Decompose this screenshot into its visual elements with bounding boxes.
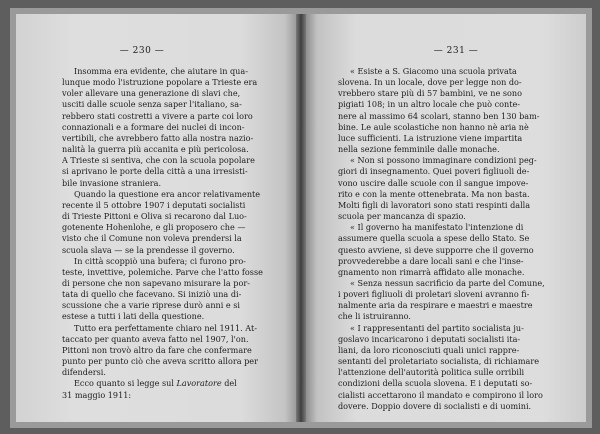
- text-line: [338, 144, 556, 155]
- text-line: [338, 200, 556, 211]
- text-line: [338, 88, 556, 99]
- text-line: [338, 267, 556, 278]
- text-line-content: A Trieste si sentiva, che con la scuola popolare: [62, 155, 255, 166]
- text-line: [62, 278, 268, 289]
- text-line-content: nere al massimo 64 scolari, stanno ben 130 bam-: [338, 110, 540, 121]
- text-line: [62, 99, 268, 110]
- text-line-content: scussione che a varie riprese durò anni e si: [62, 300, 241, 311]
- text-line-content: vertibili, che avrebbero fatto alla nostra nazio-: [62, 132, 254, 143]
- text-line-content: voler allevare una generazione di slavi che,: [62, 88, 241, 99]
- text-line: [338, 122, 556, 133]
- text-line-content: di persone che non sapevano misurare la por-: [62, 277, 250, 288]
- text-line-content: pigiati 108; in un altro locale che può conte-: [338, 99, 520, 110]
- text-line: [338, 166, 556, 177]
- text-line: [62, 256, 268, 267]
- text-line: [62, 144, 268, 155]
- text-line: [338, 278, 556, 289]
- text-line-content: condizioni della scuola slovena. E i deputati so-: [338, 378, 533, 389]
- text-line-content: sentanti del proletariato socialista, di richiamare: [338, 356, 540, 367]
- text-line: [338, 133, 556, 144]
- text-line-content: Quando la questione era ancor relativamente: [74, 188, 261, 199]
- text-line: [62, 155, 268, 166]
- text-line: [338, 356, 556, 367]
- italic-text: Lavoratore: [176, 378, 222, 389]
- left-page: [16, 14, 296, 422]
- text-line: [338, 390, 556, 401]
- text-line: [338, 233, 556, 244]
- text-line-content: « I rappresentanti del partito socialista ju-: [350, 322, 524, 333]
- right-page: [306, 14, 586, 422]
- text-line-content: Ecco quanto si legge sul: [74, 378, 177, 389]
- text-line-content: difendersi.: [62, 367, 106, 378]
- text-line: [338, 334, 556, 345]
- text-line-content: taccato per quanto aveva fatto nel 1907, l'on.: [62, 333, 249, 344]
- open-book: [10, 8, 592, 428]
- text-line: [62, 367, 268, 378]
- text-line-content: scuola slava — se la prendesse il governo.: [62, 244, 235, 255]
- text-line-content: di Trieste Pittoni e Oliva si recarono dal Luo-: [62, 211, 247, 222]
- text-line: [338, 222, 556, 233]
- text-line-content: rebbero stati costretti a vivere a parte coi loro: [62, 110, 253, 121]
- text-line: [338, 323, 556, 334]
- text-line: [62, 245, 268, 256]
- text-line: [338, 289, 556, 300]
- text-line-content: lunque modo l'istruzione popolare a Trieste era: [62, 77, 258, 88]
- right-page-text: [338, 66, 556, 412]
- text-line: [62, 233, 268, 244]
- text-line: [62, 88, 268, 99]
- text-line: [338, 256, 556, 267]
- text-line-content: vrebbero stare più di 57 bambini, ve ne sono: [338, 88, 522, 99]
- text-line: [62, 378, 268, 389]
- text-line-content: gnamento non rimarrà affidato alle monache.: [338, 266, 525, 277]
- text-line: [62, 200, 268, 211]
- text-line: [62, 267, 268, 278]
- text-line: [62, 345, 268, 356]
- right-page-number: — 231 —: [433, 46, 479, 56]
- text-line: [62, 133, 268, 144]
- text-line: [338, 99, 556, 110]
- left-page-number: — 230 —: [119, 46, 165, 56]
- text-line: [62, 166, 268, 177]
- text-line-content: bine. Le aule scolastiche non hanno nè aria nè: [338, 121, 529, 132]
- text-line: [62, 66, 268, 77]
- text-line: [62, 356, 268, 367]
- text-line-content: luce sufficienti. La istruzione viene impartita: [338, 132, 523, 143]
- text-line-tail: del: [221, 378, 237, 389]
- text-line-content: rito e con la mente ottenebrata. Ma non basta.: [338, 188, 530, 199]
- text-line-content: visto che il Comune non voleva prendersi la: [62, 233, 242, 244]
- text-line: [338, 401, 556, 412]
- text-line-content: tata di quello che facevano. Si iniziò una di-: [62, 289, 242, 300]
- text-line-content: « Il governo ha manifestato l'intenzione di: [350, 222, 524, 233]
- text-line: [338, 367, 556, 378]
- text-line-content: nalmente aria da respirare e maestri e maestre: [338, 300, 533, 311]
- text-line: [338, 111, 556, 122]
- text-line: [62, 211, 268, 222]
- text-line-content: assumere quella scuola a spese dello Stato. Se: [338, 233, 530, 244]
- text-line: [62, 222, 268, 233]
- text-line: [338, 211, 556, 222]
- text-line: [62, 300, 268, 311]
- text-line-content: Insomma era evidente, che aiutare in qua-: [74, 66, 248, 76]
- text-line-content: si aprivano le porte della città a una irresisti-: [62, 166, 248, 177]
- text-line-content: goslavo incaricarono i deputati socialisti ita-: [338, 333, 521, 344]
- text-line-content: recente il 5 ottobre 1907 i deputati socialisti: [62, 199, 246, 210]
- text-line-content: « Esiste a S. Giacomo una scuola privata: [350, 66, 517, 76]
- text-line: [338, 189, 556, 200]
- text-line-content: Tutto era perfettamente chiaro nel 1911. At-: [74, 322, 257, 333]
- text-line-content: bile invasione straniera.: [62, 177, 162, 188]
- text-line: [62, 122, 268, 133]
- text-line: [338, 311, 556, 322]
- text-line: [338, 155, 556, 166]
- text-line-content: liani, da loro riconosciuti quali unici rappre-: [338, 344, 520, 355]
- text-line-content: gotenente Hohenlohe, e gli proposero che —: [62, 222, 246, 233]
- text-line: [62, 111, 268, 122]
- text-line-content: nalità la guerra più accanita e più pericolosa.: [62, 144, 249, 155]
- text-line-content: Pittoni non trovò altro da fare che confermare: [62, 344, 252, 355]
- text-line-content: nella sezione femminile dalle monache.: [338, 144, 500, 155]
- text-line-content: vono uscire dalle scuole con il sangue impove-: [338, 177, 529, 188]
- text-line: [338, 378, 556, 389]
- text-line: [62, 178, 268, 189]
- text-line: [338, 178, 556, 189]
- text-line-content: punto per punto ciò che aveva scritto allora per: [62, 356, 258, 367]
- text-line: [338, 300, 556, 311]
- text-line-content: i poveri figliuoli di proletari sloveni avranno fi-: [338, 289, 530, 300]
- text-line-content: cialisti accettarono il mandato e compirono il loro: [338, 389, 543, 400]
- book-gutter: [296, 14, 306, 422]
- left-page-text: [62, 66, 268, 401]
- text-line: [62, 289, 268, 300]
- text-line-content: che li istruiranno.: [338, 311, 411, 322]
- text-line-content: teste, invettive, polemiche. Parve che l'atto fosse: [62, 266, 263, 277]
- text-line: [62, 311, 268, 322]
- text-line-content: l'attenzione dell'autorità politica sulle orribili: [338, 367, 525, 378]
- text-line-content: connazionali e a formare dei nuclei di incon-: [62, 121, 245, 132]
- text-line-content: 31 maggio 1911:: [62, 389, 132, 400]
- text-line-content: « Senza nessun sacrificio da parte del Comune,: [350, 277, 545, 288]
- text-line-content: estese a tutti i lati della questione.: [62, 311, 205, 322]
- text-line: [338, 66, 556, 77]
- text-line-content: provvederebbe a dare locali sani e che l'inse-: [338, 255, 524, 266]
- text-line-content: scuola per mancanza di spazio.: [338, 211, 466, 222]
- text-line-content: slovena. In un locale, dove per legge non do-: [338, 77, 522, 88]
- text-line: [62, 390, 268, 401]
- text-line: [338, 345, 556, 356]
- text-line: [62, 323, 268, 334]
- text-line: [338, 245, 556, 256]
- text-line: [338, 77, 556, 88]
- text-line-content: giori di insegnamento. Quei poveri figliuoli de-: [338, 166, 530, 177]
- text-line: [62, 189, 268, 200]
- text-line-content: In città scoppiò una bufera; ci furono pro-: [74, 255, 246, 266]
- text-line-content: « Non si possono immaginare condizioni peg-: [350, 155, 537, 166]
- text-line: [62, 77, 268, 88]
- text-line-content: questo avviene, si deve supporre che il governo: [338, 244, 534, 255]
- text-line: [62, 334, 268, 345]
- text-line-content: dovere. Doppio dovere di socialisti e di uomini.: [338, 400, 532, 411]
- text-line-content: Molti figli di lavoratori sono stati respinti dalla: [338, 199, 531, 210]
- text-line-content: usciti dalle scuole senza saper l'italiano, sa-: [62, 99, 242, 110]
